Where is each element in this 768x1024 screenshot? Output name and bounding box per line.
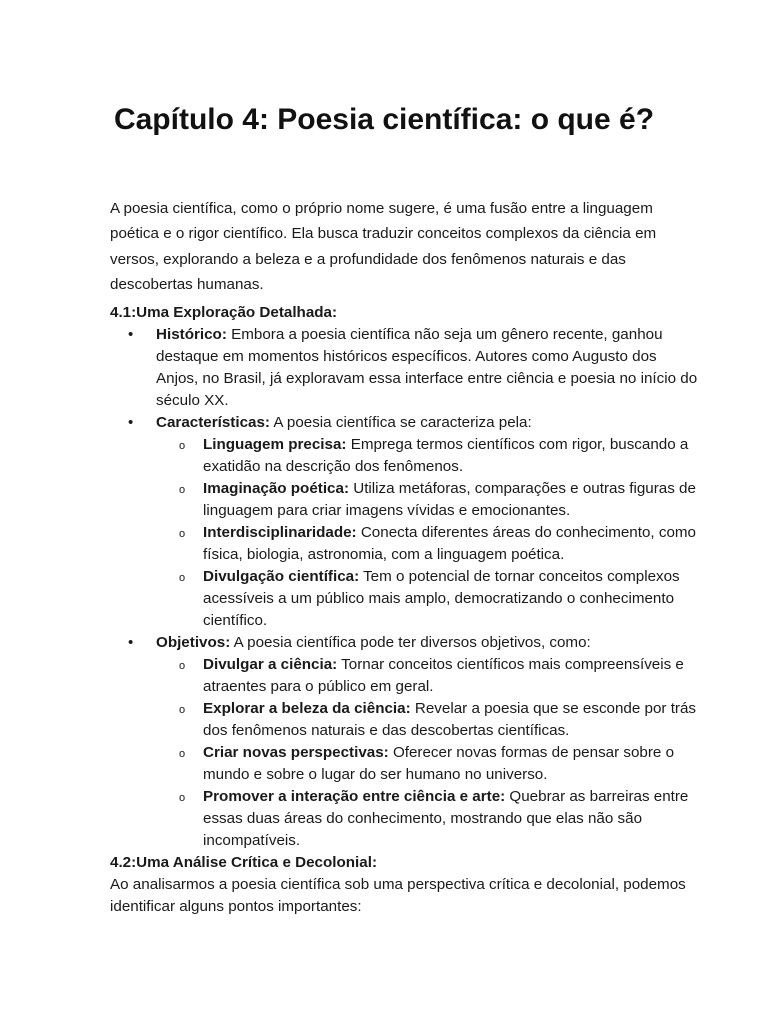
term-caracteristicas: Características: [156,414,270,431]
circle-bullet-icon: o [179,704,186,716]
term: Divulgação científica: [203,568,360,585]
section-4-1-list [110,324,700,852]
circle-bullet-icon: o [179,572,186,584]
list-item-caracteristicas [110,412,700,632]
list-item-objetivos [110,632,700,852]
list-item-criar-perspectivas [156,742,700,786]
term: Promover a interação entre ciência e arte: [203,788,506,805]
text: Conecta diferentes áreas do conhecimento, como física, biologia, astronomia, com a linguagem poética. [203,524,696,563]
document-body [110,302,700,918]
text: Revelar a poesia que se esconde por trás dos fenômenos naturais e das descobertas científicas. [203,700,697,739]
section-heading-4-1: 4.1:Uma Exploração Detalhada: [110,304,338,321]
list-item-promover-interacao [156,786,700,852]
bullet-icon: • [128,414,134,431]
caracteristicas-sublist [156,434,700,632]
list-item-imaginacao-poetica [156,478,700,522]
text: Tornar conceitos científicos mais compreensíveis e atraentes para o público em geral. [203,656,684,695]
term: Interdisciplinaridade: [203,524,357,541]
circle-bullet-icon: o [179,792,186,804]
text-objetivos: A poesia científica pode ter diversos objetivos, como: [230,634,591,651]
term: Criar novas perspectivas: [203,744,389,761]
section-4-2-paragraph: Ao analisarmos a poesia científica sob uma perspectiva crítica e decolonial, podemos identificar alguns pontos importantes: [110,876,686,915]
list-item-interdisciplinaridade [156,522,700,566]
term: Divulgar a ciência: [203,656,338,673]
intro-paragraph: A poesia científica, como o próprio nome sugere, é uma fusão entre a linguagem poética e o rigor científico. Ela busca traduzir conceitos complexos da ciência em versos, explorando a beleza e a profundidade dos fenômenos naturais e das descobertas humanas. [110,200,657,294]
chapter-title: Capítulo 4: Poesia científica: o que é? [113,103,655,136]
list-item-divulgar-ciencia [156,654,700,698]
bullet-icon: • [128,326,134,343]
text: Tem o potencial de tornar conceitos complexos acessíveis a um público mais amplo, democratizando o conhecimento científico. [203,568,680,629]
text: Quebrar as barreiras entre essas duas áreas do conhecimento, mostrando que elas não são incompatíveis. [203,788,689,849]
text-historico: Embora a poesia científica não seja um gênero recente, ganhou destaque em momentos históricos específicos. Autores como Augusto dos Anjos, no Brasil, já exploravam essa interface entre ciência e poesia no início do século XX. [156,326,698,409]
circle-bullet-icon: o [179,748,186,760]
term-historico: Histórico: [156,326,227,343]
term-objetivos: Objetivos: [156,634,231,651]
circle-bullet-icon: o [179,484,186,496]
text: Emprega termos científicos com rigor, buscando a exatidão na descrição dos fenômenos. [203,436,689,475]
circle-bullet-icon: o [179,660,186,672]
term: Linguagem precisa: [203,436,347,453]
list-item-historico [110,324,700,412]
circle-bullet-icon: o [179,440,186,452]
text: Oferecer novas formas de pensar sobre o mundo e sobre o lugar do ser humano no universo. [203,744,675,783]
text: Utiliza metáforas, comparações e outras figuras de linguagem para criar imagens vívidas e emocionantes. [203,480,696,519]
term: Explorar a beleza da ciência: [203,700,411,717]
list-item-divulgacao-cientifica [156,566,700,632]
term: Imaginação poética: [203,480,350,497]
text-caracteristicas: A poesia científica se caracteriza pela: [269,414,532,431]
bullet-icon: • [128,634,134,651]
objetivos-sublist [156,654,700,852]
circle-bullet-icon: o [179,528,186,540]
list-item-explorar-beleza [156,698,700,742]
list-item-linguagem-precisa [156,434,700,478]
section-heading-4-2: 4.2:Uma Análise Crítica e Decolonial: [110,854,377,871]
